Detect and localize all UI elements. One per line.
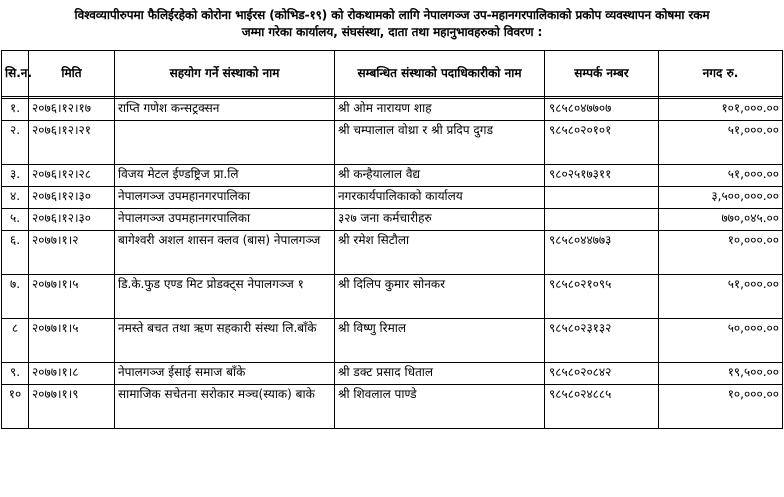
cell-official: श्री दिलिप कुमार सोनकर — [335, 275, 545, 319]
cell-date: २०७६।१२।३० — [29, 187, 115, 209]
cell-phone: ९८५८०४४७७३ — [545, 231, 659, 275]
cell-official: श्री शिवलाल पाण्डे — [335, 385, 545, 429]
table-row — [2, 121, 783, 165]
cell-amount: ३,५००,०००.०० — [659, 187, 783, 209]
cell-sn: ५. — [2, 209, 29, 231]
cell-official: श्री कन्हैयालाल वैद्य — [335, 165, 545, 187]
cell-org: सामाजिक सचेतना सरोकार मञ्च(स्याक) बाके — [115, 385, 335, 429]
table-row — [2, 275, 783, 319]
cell-sn: २. — [2, 121, 29, 165]
cell-date: २०७७।१।८ — [29, 363, 115, 385]
cell-sn: ६. — [2, 231, 29, 275]
cell-official: नगरकार्यपालिकाको कार्यालय — [335, 187, 545, 209]
table-header-row — [2, 51, 783, 97]
cell-amount: ५१,०००.०० — [659, 165, 783, 187]
cell-amount: ५०,०००.०० — [659, 319, 783, 363]
cell-sn: ८ — [2, 319, 29, 363]
cell-org: नेपालगञ्ज ईसाई समाज बाँके — [115, 363, 335, 385]
header-date: मिति — [29, 51, 115, 97]
table-row — [2, 385, 783, 429]
cell-official: श्री रमेश सिटौला — [335, 231, 545, 275]
cell-date: २०७६।१२।२८ — [29, 165, 115, 187]
cell-date: २०७७।१।२ — [29, 231, 115, 275]
cell-official: श्री विष्णु रिमाल — [335, 319, 545, 363]
cell-date: २०७६।१२।२१ — [29, 121, 115, 165]
cell-official: श्री चम्पालाल वोथ्रा र श्री प्रदिप दुगड — [335, 121, 545, 165]
cell-sn: ४. — [2, 187, 29, 209]
title-line-2: जम्मा गरेका कार्यालय, संघसंस्था, दाता तथा महानुभावहरुको विवरण : — [241, 25, 543, 39]
cell-amount: ७७०,०४५.०० — [659, 209, 783, 231]
header-amount: नगद रु. — [659, 51, 783, 97]
title-line-1: विश्वव्यापीरुपमा फैलिईरहेको कोरोना भाईरस (कोभिड-१९) को रोकथामको लागि नेपालगञ्ज उप-महानगरपालिकाको प्रकोप व्यवस्थापन कोषमा रकम — [74, 8, 710, 22]
header-org: सहयोग गर्ने संस्थाको नाम — [115, 51, 335, 97]
cell-amount: ५१,०००.०० — [659, 275, 783, 319]
cell-phone: ९८५८०२४८८५ — [545, 385, 659, 429]
table-row — [2, 363, 783, 385]
cell-org: विजय मेटल ईण्डष्ट्रिज प्रा.लि — [115, 165, 335, 187]
cell-amount: १०,०००.०० — [659, 231, 783, 275]
cell-sn: ३. — [2, 165, 29, 187]
cell-phone — [545, 187, 659, 209]
table-row — [2, 231, 783, 275]
cell-date: २०७६।१२।१७ — [29, 99, 115, 121]
cell-org: डि.के.फुड एण्ड मिट प्रोडक्ट्स नेपालगञ्ज १ — [115, 275, 335, 319]
cell-date: २०७६।१२।३० — [29, 209, 115, 231]
cell-org — [115, 121, 335, 165]
cell-date: २०७७।१।५ — [29, 275, 115, 319]
cell-sn: ७. — [2, 275, 29, 319]
table-row — [2, 187, 783, 209]
cell-org: बागेश्वरी अशल शासन क्लव (बास) नेपालगञ्ज — [115, 231, 335, 275]
table-row — [2, 165, 783, 187]
cell-phone — [545, 209, 659, 231]
donation-table — [1, 50, 783, 429]
cell-sn: ९. — [2, 363, 29, 385]
cell-official: श्री डक्ट प्रसाद धिताल — [335, 363, 545, 385]
header-official: सम्बन्धित संस्थाको पदाधिकारीको नाम — [335, 51, 545, 97]
cell-phone: ९८५८०२१०९५ — [545, 275, 659, 319]
table-row — [2, 209, 783, 231]
cell-amount: १०१,०००.०० — [659, 99, 783, 121]
document-title — [0, 0, 784, 48]
cell-amount: १९,५००.०० — [659, 363, 783, 385]
header-sn: सि.न. — [2, 51, 29, 97]
cell-amount: १०,०००.०० — [659, 385, 783, 429]
table-row — [2, 319, 783, 363]
cell-phone: ९८५८०२०१०१ — [545, 121, 659, 165]
cell-org: नेपालगञ्ज उपमहानगरपालिका — [115, 187, 335, 209]
cell-org: नमस्ते बचत तथा ऋण सहकारी संस्था लि.बाँके — [115, 319, 335, 363]
cell-official: ३२७ जना कर्मचारीहरु — [335, 209, 545, 231]
cell-phone: ९८५८०४७७०७ — [545, 99, 659, 121]
cell-org: राप्ति गणेश कन्सट्रक्सन — [115, 99, 335, 121]
cell-phone: ९८५८०२०८४२ — [545, 363, 659, 385]
cell-org: नेपालगञ्ज उपमहानगरपालिका — [115, 209, 335, 231]
header-phone: सम्पर्क नम्बर — [545, 51, 659, 97]
cell-date: २०७७।१।९ — [29, 385, 115, 429]
cell-phone: ९८०२५१७३११ — [545, 165, 659, 187]
cell-phone: ९८५८०२३१३२ — [545, 319, 659, 363]
cell-amount: ५१,०००.०० — [659, 121, 783, 165]
cell-sn: १. — [2, 99, 29, 121]
table-row — [2, 99, 783, 121]
cell-date: २०७७।१।५ — [29, 319, 115, 363]
cell-official: श्री ओम नारायण शाह — [335, 99, 545, 121]
cell-sn: १० — [2, 385, 29, 429]
